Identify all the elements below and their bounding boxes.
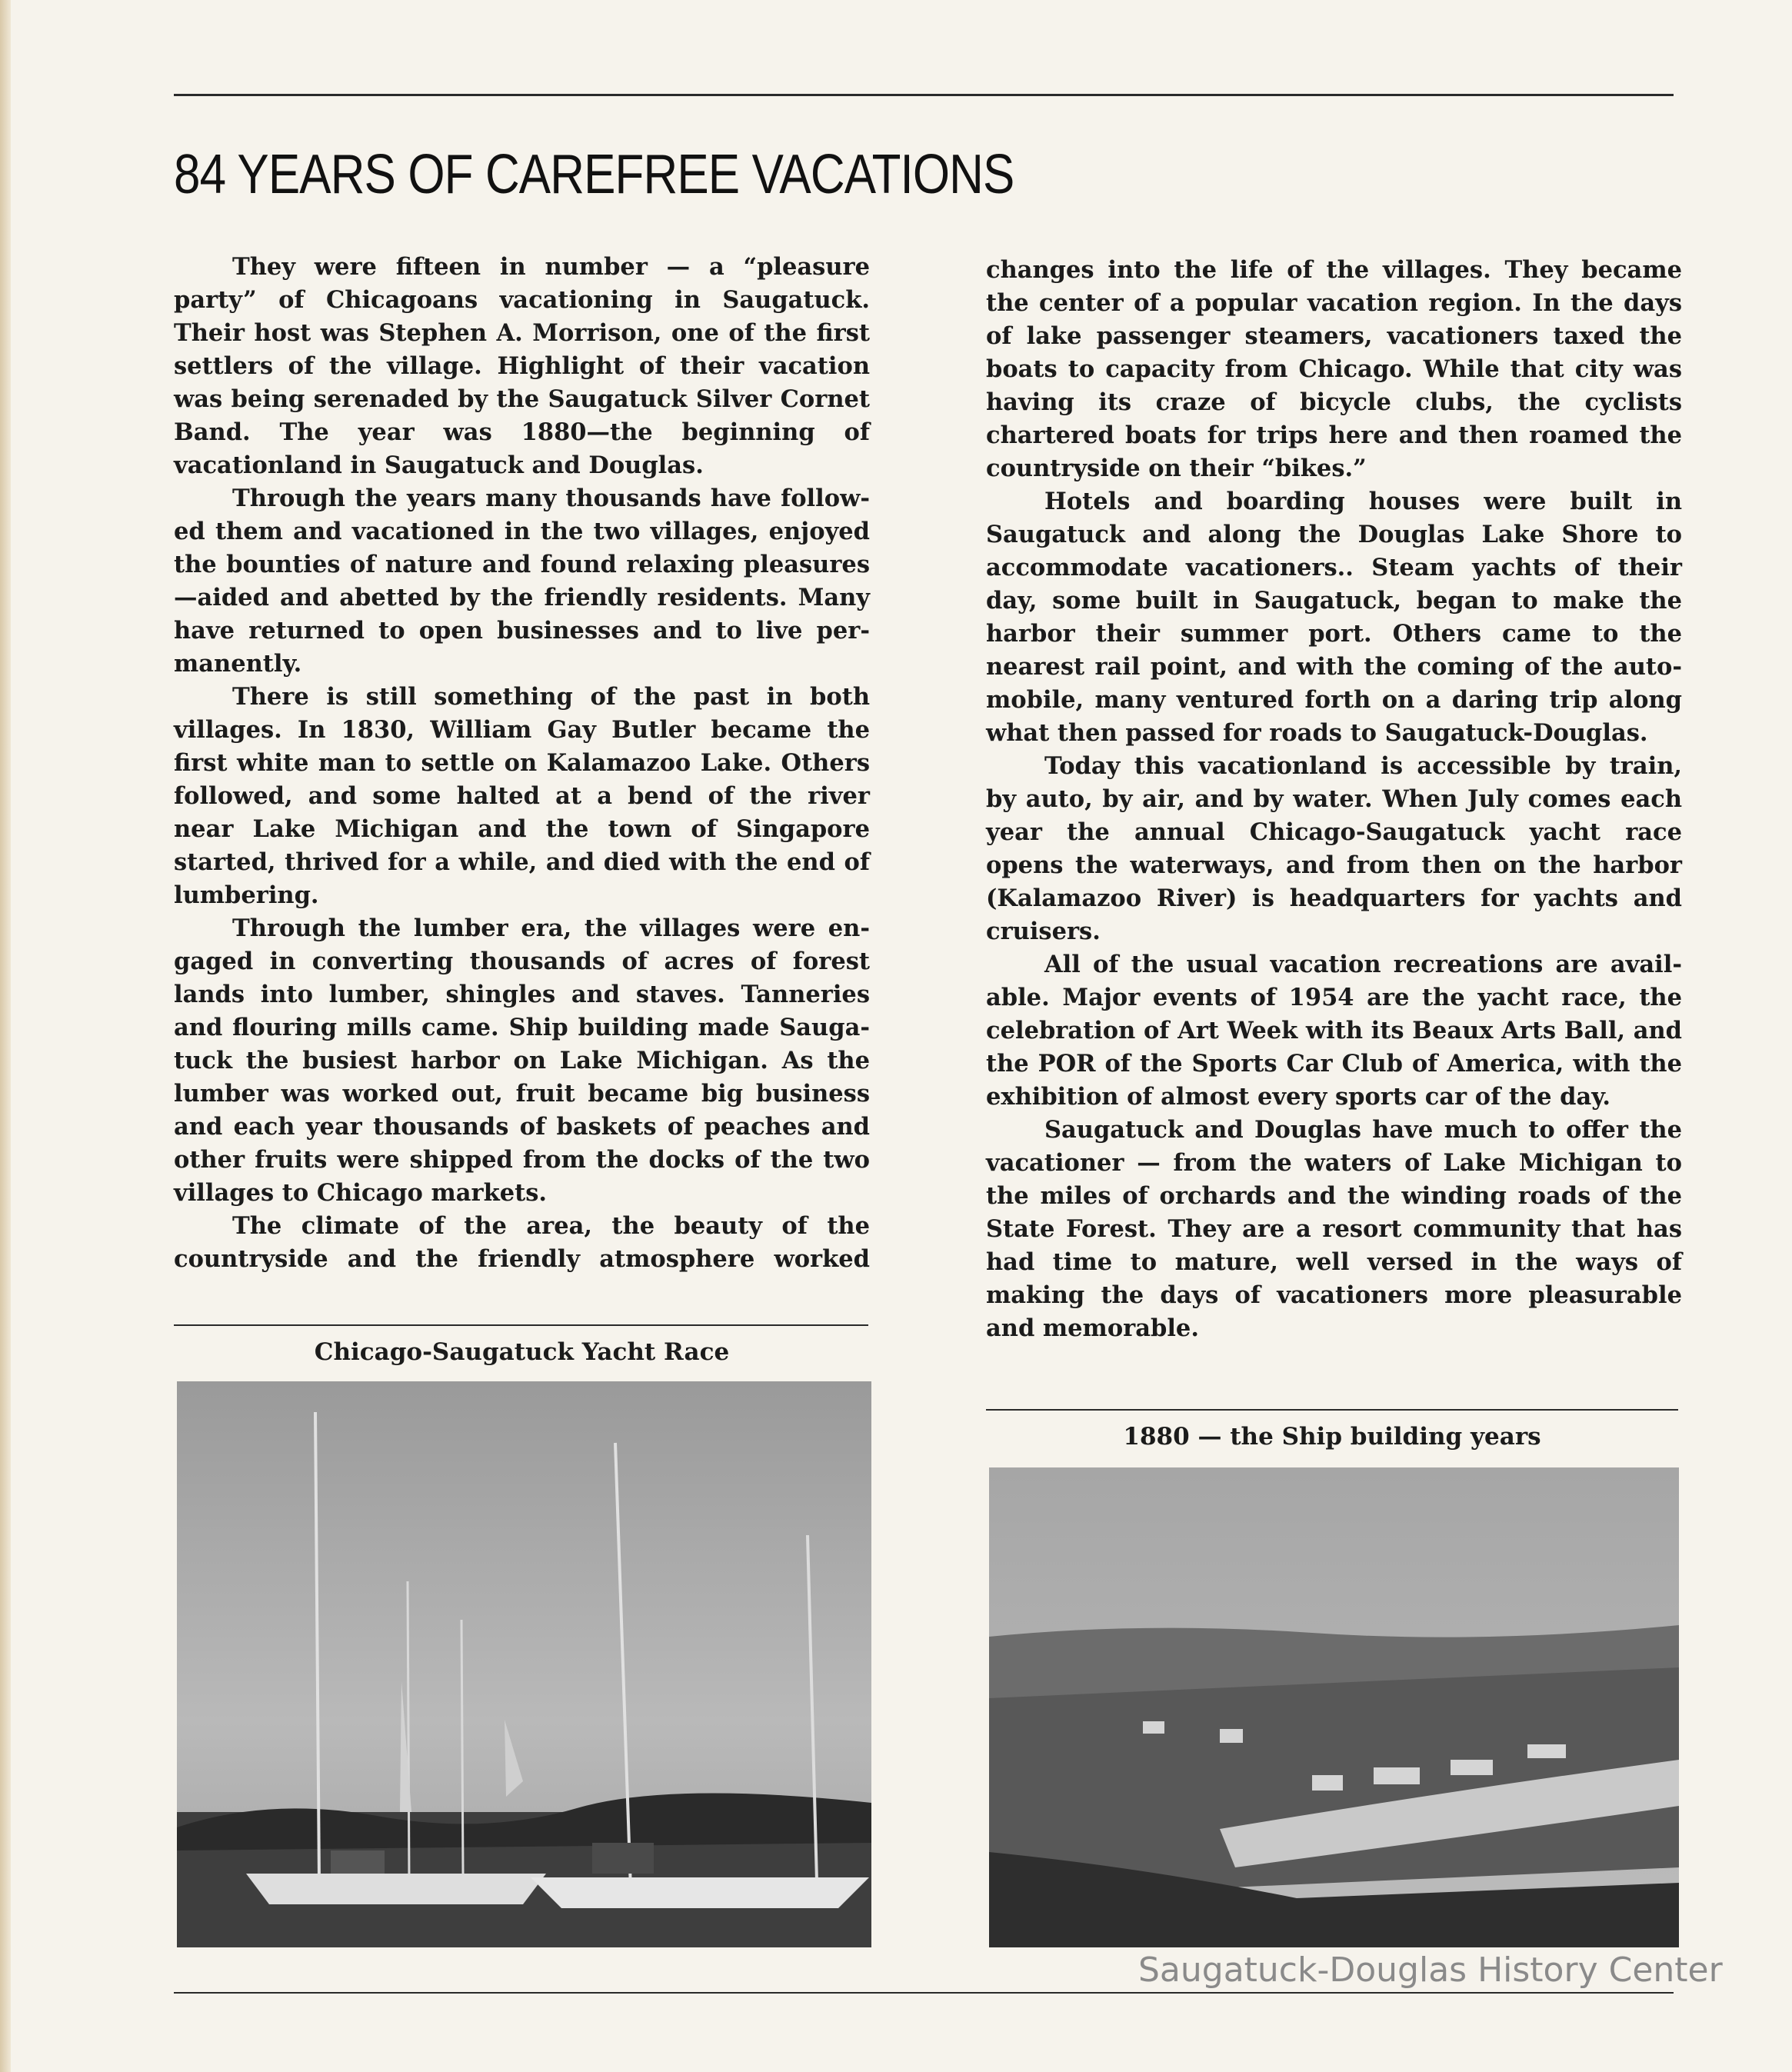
page-title: 84 YEARS OF CAREFREE VACATIONS — [174, 144, 1014, 205]
history-center-watermark: Saugatuck-Douglas History Center — [1138, 1950, 1723, 1990]
left-paragraph-4: Through the lumber era, the villages were engaged in converting thousands of acres of forest lands into lumber, shingles and staves. Tanneries and flouring mills came. Ship building made Saugatuck the busiest harbor on Lake Michigan. As the lumber was worked out, fruit became big business and each year thousands of baskets of peaches and other fruits were shipped from the docks of the two villages to Chicago markets. — [174, 914, 870, 1207]
left-paragraph-1: They were fifteen in number — a “pleasure party” of Chicagoans vacationing in Saugatuck. Their host was Stephen A. Morrison, one of the first settlers of the village. Highlight of their vacation was being serenaded by the Saugatuck Silver Cornet Band. The year was 1880—the beginning of vacationland in Saugatuck and Douglas. — [174, 253, 870, 479]
page-binding-edge — [0, 0, 11, 2072]
right-photo-rule — [986, 1409, 1678, 1411]
right-paragraph-2: Hotels and boarding houses were built in Saugatuck and along the Douglas Lake Shore to accommodate vacationers.. Steam yachts of their day, some built in Saugatuck, began to make the harbor their summer port. Others came to the nearest rail point, and with the coming of the automobile, many ventured forth on a daring trip along what then passed for roads to Saugatuck-Douglas. — [986, 488, 1682, 747]
left-paragraph-2: Through the years many thousands have followed them and vacationed in the two villages, enjoyed the bounties of nature and found relaxing pleasures —aided and abetted by the friendly residents. Many have returned to open businesses and to live permanently. — [174, 485, 870, 678]
right-column — [986, 254, 1682, 1345]
left-photo-caption: Chicago-Saugatuck Yacht Race — [314, 1338, 730, 1366]
right-paragraph-1: changes into the life of the villages. They became the center of a popular vacation region. In the days of lake passenger steamers, vacationers taxed the boats to capacity from Chicago. While that city was having its craze of bicycle clubs, the cyclists chartered boats for trips here and then roamed the countryside on their “bikes.” — [986, 256, 1682, 482]
right-paragraph-3: Today this vacationland is accessible by train, by auto, by air, and by water. When July comes each year the annual Chicago-Saugatuck yacht race opens the waterways, and from then on the harbor (Kalamazoo River) is headquarters for yachts and cruisers. — [986, 752, 1682, 945]
right-paragraph-4: All of the usual vacation recreations are available. Major events of 1954 are the yacht race, the celebration of Art Week with its Beaux Arts Ball, and the POR of the Sports Car Club of America, with the exhibition of almost every sports car of the day. — [986, 951, 1682, 1111]
top-rule — [174, 94, 1674, 96]
left-paragraph-3: There is still something of the past in both villages. In 1830, William Gay Butler became the first white man to settle on Kalamazoo Lake. Others followed, and some halted at a bend of the river near Lake Michigan and the town of Singapore started, thrived for a while, and died with the end of lumbering. — [174, 683, 870, 909]
left-column — [174, 251, 870, 1276]
yacht-race-photo — [177, 1381, 871, 1947]
right-paragraph-5: Saugatuck and Douglas have much to offer the vacationer — from the waters of Lake Michigan to the miles of orchards and the winding roads of the State Forest. They are a resort community that has had time to mature, well versed in the ways of making the days of vacationers more pleasurable and memorable. — [986, 1116, 1682, 1342]
right-photo-caption: 1880 — the Ship building years — [1123, 1423, 1541, 1451]
ship-building-photo — [989, 1467, 1679, 1947]
left-paragraph-5: The climate of the area, the beauty of the countryside and the friendly atmosphere worked — [174, 1212, 870, 1273]
left-photo-rule — [174, 1324, 868, 1326]
bottom-rule — [174, 1992, 1674, 1994]
